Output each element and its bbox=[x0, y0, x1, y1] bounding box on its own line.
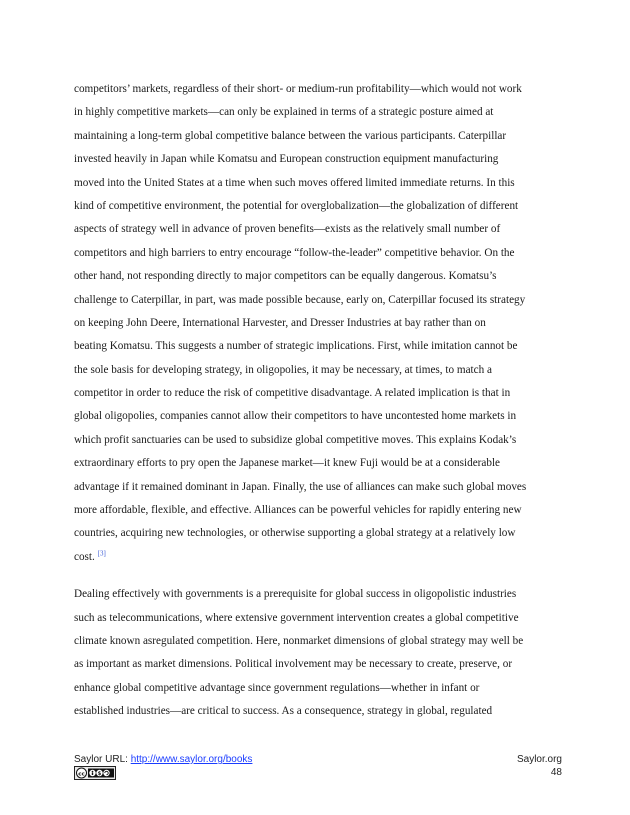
text-line: competitor in order to reduce the risk of competitive disadvantage. A related implication is that in bbox=[74, 387, 511, 400]
text-line: as important as market dimensions. Political involvement may be necessary to create, preserve, or bbox=[74, 658, 513, 671]
text-line: maintaining a long-term global competitive balance between the various participants. Caterpillar bbox=[74, 129, 507, 142]
text-fragment: cost. bbox=[74, 550, 95, 563]
paragraph-2 bbox=[74, 583, 562, 723]
text-line: kind of competitive environment, the potential for overglobalization—the globalization of different bbox=[74, 199, 519, 212]
text-line: such as telecommunications, where extensive government intervention creates a global competitive bbox=[74, 611, 519, 624]
text-line: aspects of strategy well in advance of proven benefits—exists as the relatively small number of bbox=[74, 223, 501, 236]
text-line: Dealing effectively with governments is a prerequisite for global success in oligopolistic industries bbox=[74, 588, 517, 601]
page-number: 48 bbox=[550, 767, 562, 778]
text-line: challenge to Caterpillar, in part, was made possible because, early on, Caterpillar focused its strategy bbox=[74, 293, 526, 306]
text-line: countries, acquiring new technologies, or otherwise supporting a global strategy at a relatively low bbox=[74, 527, 516, 540]
text-line: on keeping John Deere, International Harvester, and Dresser Industries at bay rather than on bbox=[74, 316, 486, 329]
text-line: the sole basis for developing strategy, in oligopolies, it may be necessary, at times, to match a bbox=[74, 363, 492, 376]
text-line: enhance global competitive advantage since government regulations—whether in infant or bbox=[74, 681, 480, 694]
svg-text:$: $ bbox=[97, 771, 102, 777]
footer-source bbox=[74, 754, 252, 765]
paragraph-spacer bbox=[74, 569, 562, 583]
text-line: in highly competitive markets—can only be explained in terms of a strategic posture aimed at bbox=[74, 106, 494, 119]
text-line: other hand, not responding directly to major competitors can be equally dangerous. Komatsu’s bbox=[74, 270, 497, 283]
text-line: competitors and high barriers to entry encourage “follow-the-leader” competitive behavior. On the bbox=[74, 246, 515, 259]
svg-text:cc: cc bbox=[78, 771, 85, 778]
text-line: established industries—are critical to success. As a consequence, strategy in global, regulated bbox=[74, 705, 493, 718]
paragraph-1 bbox=[74, 78, 562, 569]
text-line: competitors’ markets, regardless of their short- or medium-run profitability—which would not work bbox=[74, 83, 522, 95]
text-line: climate known asregulated competition. Here, nonmarket dimensions of global strategy may well be bbox=[74, 634, 524, 647]
text-line: extraordinary efforts to pry open the Japanese market—it knew Fuji would be at a considerable bbox=[74, 457, 501, 470]
text-line: more affordable, flexible, and effective. Alliances can be powerful vehicles for rapidly entering new bbox=[74, 504, 522, 517]
text-line: beating Komatsu. This suggests a number of strategic implications. First, while imitation cannot be bbox=[74, 340, 518, 353]
text-line: moved into the United States at a time when such moves offered limited immediate returns. In this bbox=[74, 176, 515, 189]
text-line-last bbox=[74, 546, 562, 569]
citation-link[interactable]: [3] bbox=[97, 549, 106, 558]
text-line: which profit sanctuaries can be used to subsidize global competitive moves. This explains Kodak’s bbox=[74, 433, 517, 446]
text-line: invested heavily in Japan while Komatsu and European construction equipment manufacturing bbox=[74, 153, 499, 166]
cc-license-icon[interactable] bbox=[74, 766, 116, 780]
footer-url-label: Saylor URL: bbox=[74, 754, 131, 765]
text-line: global oligopolies, companies cannot allow their competitors to have uncontested home markets in bbox=[74, 410, 517, 423]
footer-site: Saylor.org bbox=[516, 754, 562, 765]
cc-license-graphic bbox=[75, 767, 115, 779]
body-text bbox=[74, 78, 562, 724]
footer-url-link[interactable]: http://www.saylor.org/books bbox=[130, 754, 253, 765]
text-line: advantage if it remained dominant in Japan. Finally, the use of alliances can make such global moves bbox=[74, 480, 527, 493]
